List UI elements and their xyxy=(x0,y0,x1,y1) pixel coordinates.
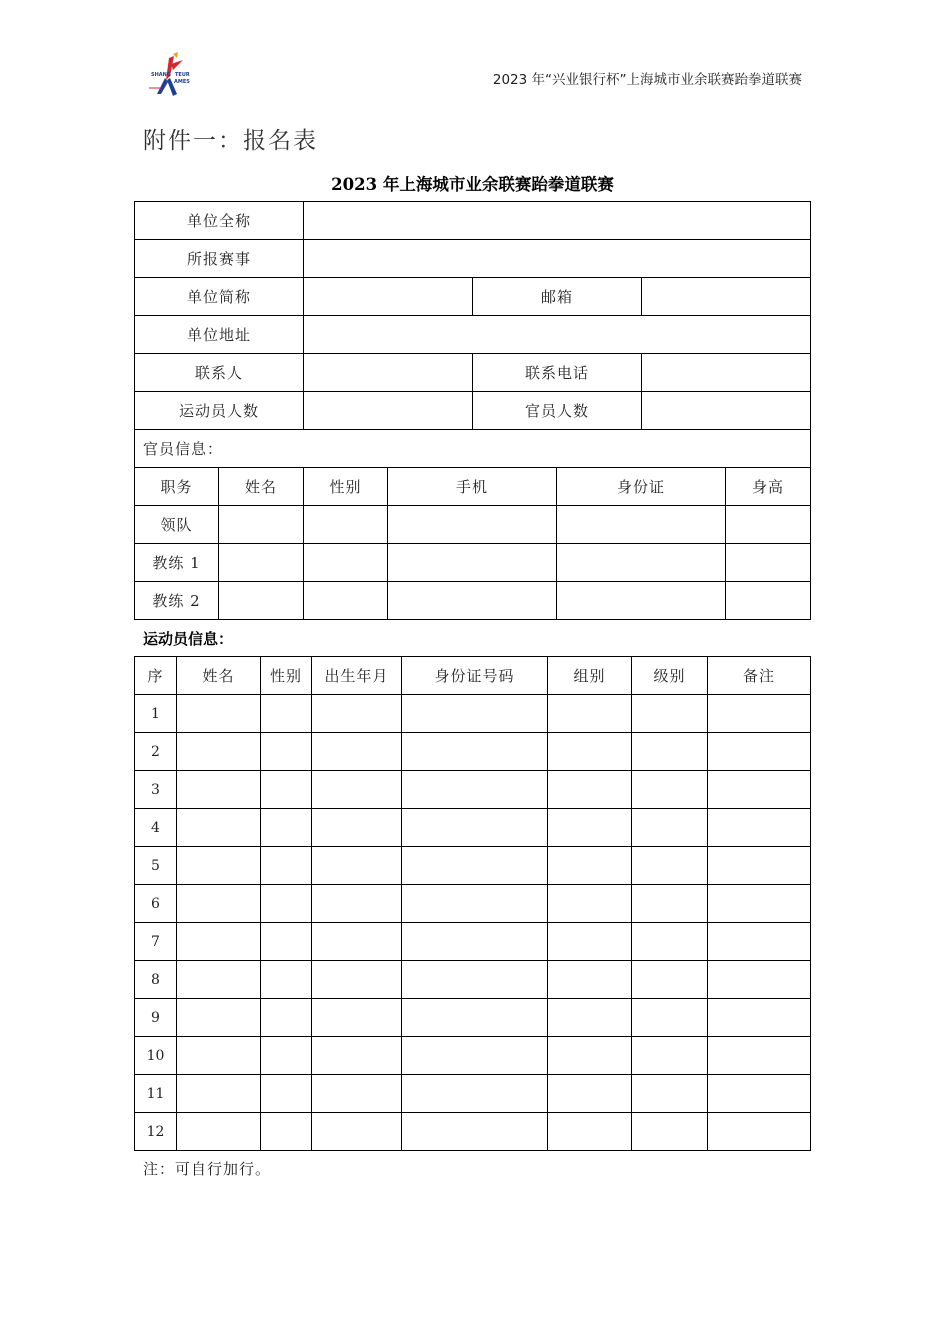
athlete-cell[interactable] xyxy=(548,1075,632,1113)
athlete-cell[interactable] xyxy=(708,695,811,733)
official-cell[interactable] xyxy=(557,582,726,620)
official-row xyxy=(135,506,811,544)
athlete-cell[interactable] xyxy=(402,809,548,847)
athlete-cell[interactable] xyxy=(402,1037,548,1075)
athletes-section-label: 运动员信息： xyxy=(143,630,234,648)
unit-short-name-label: 单位简称 xyxy=(135,278,304,316)
athlete-row-number: 2 xyxy=(135,733,177,771)
athlete-cell[interactable] xyxy=(177,847,261,885)
athlete-cell[interactable] xyxy=(177,733,261,771)
athlete-row-number: 3 xyxy=(135,771,177,809)
athletes-table xyxy=(134,656,811,1151)
officials-header: 姓名 xyxy=(219,468,304,506)
svg-text:AMES: AMES xyxy=(174,79,190,85)
athletes-header: 备注 xyxy=(708,657,811,695)
athlete-cell[interactable] xyxy=(402,923,548,961)
official-cell[interactable] xyxy=(726,506,811,544)
unit-address-field[interactable] xyxy=(304,316,811,354)
athlete-cell[interactable] xyxy=(708,885,811,923)
athletes-header: 组别 xyxy=(548,657,632,695)
official-cell[interactable] xyxy=(388,582,557,620)
athletes-header: 性别 xyxy=(261,657,312,695)
athlete-cell[interactable] xyxy=(632,885,708,923)
svg-text:SHANG: SHANG xyxy=(151,72,171,78)
athlete-cell[interactable] xyxy=(261,809,312,847)
official-cell[interactable] xyxy=(304,544,388,582)
athlete-row xyxy=(135,809,811,847)
officials-header: 身高 xyxy=(726,468,811,506)
athlete-cell[interactable] xyxy=(261,695,312,733)
athlete-row-number: 6 xyxy=(135,885,177,923)
athlete-cell[interactable] xyxy=(548,1113,632,1151)
athlete-cell[interactable] xyxy=(261,847,312,885)
athlete-cell[interactable] xyxy=(177,695,261,733)
athlete-cell[interactable] xyxy=(708,923,811,961)
athlete-row-number: 1 xyxy=(135,695,177,733)
athletes-header: 身份证号码 xyxy=(402,657,548,695)
contact-field[interactable] xyxy=(304,354,473,392)
official-count-label: 官员人数 xyxy=(473,392,642,430)
athletes-header: 序 xyxy=(135,657,177,695)
official-row xyxy=(135,582,811,620)
athlete-cell[interactable] xyxy=(402,695,548,733)
athlete-cell[interactable] xyxy=(402,961,548,999)
official-cell[interactable] xyxy=(726,582,811,620)
event-field[interactable] xyxy=(304,240,811,278)
athlete-cell[interactable] xyxy=(632,1075,708,1113)
phone-field[interactable] xyxy=(642,354,811,392)
official-cell[interactable] xyxy=(557,506,726,544)
official-role: 领队 xyxy=(135,506,219,544)
athlete-cell[interactable] xyxy=(548,923,632,961)
athlete-cell[interactable] xyxy=(402,1113,548,1151)
officials-header: 手机 xyxy=(388,468,557,506)
athlete-row-number: 7 xyxy=(135,923,177,961)
athlete-cell[interactable] xyxy=(312,961,402,999)
athlete-cell[interactable] xyxy=(548,695,632,733)
email-label: 邮箱 xyxy=(473,278,642,316)
athlete-row-number: 10 xyxy=(135,1037,177,1075)
athlete-cell[interactable] xyxy=(548,961,632,999)
officials-header: 身份证 xyxy=(557,468,726,506)
athlete-cell[interactable] xyxy=(632,923,708,961)
athlete-row-number: 5 xyxy=(135,847,177,885)
form-title: 2023 年上海城市业余联赛跆拳道联赛 xyxy=(331,175,614,194)
officials-header-row xyxy=(135,468,811,506)
athlete-cell[interactable] xyxy=(177,1075,261,1113)
athlete-cell[interactable] xyxy=(177,1113,261,1151)
email-field[interactable] xyxy=(642,278,811,316)
athlete-cell[interactable] xyxy=(261,1113,312,1151)
athlete-cell[interactable] xyxy=(548,733,632,771)
athlete-cell[interactable] xyxy=(312,885,402,923)
athlete-cell[interactable] xyxy=(312,695,402,733)
registration-table xyxy=(134,201,811,620)
athlete-cell[interactable] xyxy=(312,923,402,961)
athlete-row xyxy=(135,961,811,999)
officials-section-label: 官员信息： xyxy=(135,430,811,468)
athlete-cell[interactable] xyxy=(708,1075,811,1113)
official-cell[interactable] xyxy=(557,544,726,582)
athlete-cell[interactable] xyxy=(261,885,312,923)
amateur-games-logo xyxy=(143,50,195,102)
athletes-header: 级别 xyxy=(632,657,708,695)
event-label: 所报赛事 xyxy=(135,240,304,278)
athlete-row-number: 4 xyxy=(135,809,177,847)
official-row xyxy=(135,544,811,582)
athlete-cell[interactable] xyxy=(312,847,402,885)
athlete-cell[interactable] xyxy=(177,1037,261,1075)
athlete-cell[interactable] xyxy=(402,1075,548,1113)
athlete-cell[interactable] xyxy=(632,771,708,809)
official-cell[interactable] xyxy=(388,506,557,544)
athlete-cell[interactable] xyxy=(632,1037,708,1075)
contact-label: 联系人 xyxy=(135,354,304,392)
athlete-count-field[interactable] xyxy=(304,392,473,430)
athlete-row xyxy=(135,771,811,809)
athlete-cell[interactable] xyxy=(402,847,548,885)
athlete-cell[interactable] xyxy=(177,885,261,923)
athlete-cell[interactable] xyxy=(177,999,261,1037)
athlete-cell[interactable] xyxy=(402,999,548,1037)
athlete-row-number: 11 xyxy=(135,1075,177,1113)
athlete-cell[interactable] xyxy=(708,847,811,885)
athlete-cell[interactable] xyxy=(261,923,312,961)
athlete-cell[interactable] xyxy=(312,733,402,771)
athlete-cell[interactable] xyxy=(708,1113,811,1151)
athlete-cell[interactable] xyxy=(632,999,708,1037)
athlete-row xyxy=(135,923,811,961)
unit-short-name-field[interactable] xyxy=(304,278,473,316)
athlete-cell[interactable] xyxy=(177,961,261,999)
athlete-cell[interactable] xyxy=(632,1113,708,1151)
athlete-cell[interactable] xyxy=(708,1037,811,1075)
athletes-header: 出生年月 xyxy=(312,657,402,695)
attachment-title: 附件一：报名表 xyxy=(143,128,318,154)
athlete-cell[interactable] xyxy=(312,1075,402,1113)
athlete-cell[interactable] xyxy=(632,695,708,733)
header-title: 2023 年“兴业银行杯”上海城市业余联赛跆拳道联赛 xyxy=(492,72,802,88)
athlete-cell[interactable] xyxy=(177,771,261,809)
athlete-cell[interactable] xyxy=(312,999,402,1037)
athlete-cell[interactable] xyxy=(708,961,811,999)
official-role: 教练 2 xyxy=(135,582,219,620)
athlete-cell[interactable] xyxy=(548,809,632,847)
phone-label: 联系电话 xyxy=(473,354,642,392)
athlete-cell[interactable] xyxy=(261,999,312,1037)
athlete-cell[interactable] xyxy=(708,733,811,771)
athlete-cell[interactable] xyxy=(548,771,632,809)
athlete-row xyxy=(135,1037,811,1075)
athlete-cell[interactable] xyxy=(708,771,811,809)
athlete-cell[interactable] xyxy=(312,771,402,809)
athletes-header-row xyxy=(135,657,811,695)
athlete-row xyxy=(135,1075,811,1113)
athlete-cell[interactable] xyxy=(402,771,548,809)
athlete-row xyxy=(135,1113,811,1151)
official-cell[interactable] xyxy=(219,506,304,544)
unit-full-name-field[interactable] xyxy=(304,202,811,240)
athlete-cell[interactable] xyxy=(548,885,632,923)
note: 注：可自行加行。 xyxy=(143,1160,272,1178)
athlete-cell[interactable] xyxy=(708,809,811,847)
official-cell[interactable] xyxy=(219,544,304,582)
athlete-row-number: 12 xyxy=(135,1113,177,1151)
athlete-row xyxy=(135,885,811,923)
athlete-cell[interactable] xyxy=(177,809,261,847)
athlete-cell[interactable] xyxy=(632,961,708,999)
officials-header: 职务 xyxy=(135,468,219,506)
athlete-cell[interactable] xyxy=(548,1037,632,1075)
athlete-cell[interactable] xyxy=(632,809,708,847)
athlete-cell[interactable] xyxy=(402,885,548,923)
athlete-row-number: 9 xyxy=(135,999,177,1037)
official-cell[interactable] xyxy=(388,544,557,582)
athlete-row-number: 8 xyxy=(135,961,177,999)
athlete-cell[interactable] xyxy=(548,847,632,885)
official-count-field[interactable] xyxy=(642,392,811,430)
official-cell[interactable] xyxy=(726,544,811,582)
official-cell[interactable] xyxy=(304,506,388,544)
official-role: 教练 1 xyxy=(135,544,219,582)
athlete-cell[interactable] xyxy=(632,733,708,771)
athlete-cell[interactable] xyxy=(632,847,708,885)
athlete-cell[interactable] xyxy=(261,1037,312,1075)
athlete-cell[interactable] xyxy=(312,1113,402,1151)
officials-header: 性别 xyxy=(304,468,388,506)
athletes-header: 姓名 xyxy=(177,657,261,695)
athlete-cell[interactable] xyxy=(261,961,312,999)
athlete-cell[interactable] xyxy=(548,999,632,1037)
athlete-count-label: 运动员人数 xyxy=(135,392,304,430)
official-cell[interactable] xyxy=(304,582,388,620)
unit-address-label: 单位地址 xyxy=(135,316,304,354)
athlete-cell[interactable] xyxy=(261,1075,312,1113)
athlete-row xyxy=(135,847,811,885)
athlete-cell[interactable] xyxy=(402,733,548,771)
athlete-row xyxy=(135,999,811,1037)
athlete-cell[interactable] xyxy=(312,809,402,847)
unit-full-name-label: 单位全称 xyxy=(135,202,304,240)
athlete-cell[interactable] xyxy=(312,1037,402,1075)
athlete-row xyxy=(135,695,811,733)
athlete-cell[interactable] xyxy=(261,733,312,771)
official-cell[interactable] xyxy=(219,582,304,620)
athlete-cell[interactable] xyxy=(708,999,811,1037)
svg-text:TEUR: TEUR xyxy=(175,72,190,78)
athlete-cell[interactable] xyxy=(261,771,312,809)
athlete-cell[interactable] xyxy=(177,923,261,961)
athlete-row xyxy=(135,733,811,771)
